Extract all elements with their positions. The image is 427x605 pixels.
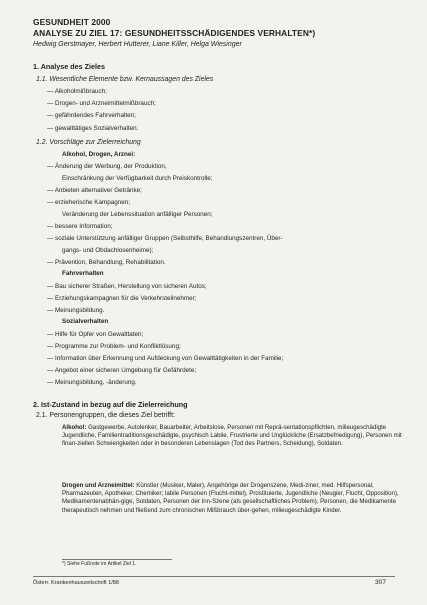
group-heading-driving: Fahrverhalten xyxy=(62,270,104,277)
list-item: — Prävention, Behandlung, Rehabilitation. xyxy=(47,259,166,266)
list-item: — Bau sicherer Straßen, Herstellung von sicheren Autos; xyxy=(47,283,207,290)
list-item-text: Angebot einer sicheren Umgebung für Gefährdete; xyxy=(54,367,197,374)
section-1-1-label: 1.1. Wesentliche Elemente bzw. Kernaussagen des Zieles xyxy=(36,76,214,83)
list-item: — soziale Unterstützung anfälliger Gruppen (Selbsthilfe, Behandlungszentren, Über- xyxy=(47,235,283,242)
list-item: — gefährdendes Fahrverhalten; xyxy=(47,112,136,119)
list-item: — Anbieten alternativer Getränke; xyxy=(47,187,142,194)
paragraph-lead: Alkohol: xyxy=(62,424,87,431)
list-item: — erzieherische Kampagnen; xyxy=(47,199,130,206)
list-item-text: Änderung der Werbung, der Produktion, xyxy=(55,163,167,170)
list-item-text: Prävention, Behandlung, Rehabilitation. xyxy=(55,259,166,266)
section-2-heading: 2. Ist-Zustand in bezug auf die Zielerreichung xyxy=(33,400,188,409)
paragraph-text: Künstler (Musiker, Maler), Angehörige der Drogenszene, Medi-ziner, med. Hilfspersonal, Pharmazeuten, Apotheker, Chemiker; labile Personen (Flucht-mittel), Prostituierte, Jugendliche (Neugier, Flucht, Opposition), Medikamentenabhän-gige, Soldaten, Personen der Inn-Szene (als gesellschaftliches Problem), Personen, die Medikamente therapeutisch nehmen und fließend zum chronischen Mißbrauch über-gehen, milieugeschädigte Kinder. xyxy=(62,482,399,514)
list-item-continuation: Veränderung der Lebenssituation anfälliger Personen; xyxy=(62,211,213,218)
list-item-text: Erziehungskampagnen für die Verkehrsteilnehmer; xyxy=(55,295,197,302)
list-item-text: gewalttätiges Sozialverhalten. xyxy=(55,125,139,132)
list-item-text: erzieherische Kampagnen; xyxy=(55,199,130,206)
list-item: — bessere Information; xyxy=(47,223,113,230)
section-1-2-heading xyxy=(36,139,141,146)
footnote: *) Siehe Fußnote im Artikel Ziel 1. xyxy=(62,561,137,567)
list-item-text: Anbieten alternativer Getränke; xyxy=(54,187,142,194)
list-item: — Alkoholmißbrauch; xyxy=(47,88,107,95)
section-2-1-heading: 2.1. Personengruppen, die dieses Ziel betrifft: xyxy=(36,412,175,419)
list-item-text: Information über Erkennung und Aufdeckung von Gewalttätigkeiten in der Familie; xyxy=(55,355,284,362)
list-item: — Information über Erkennung und Aufdeckung von Gewalttätigkeiten in der Familie; xyxy=(47,355,284,362)
paragraph-lead: Drogen und Arzneimittel: xyxy=(62,482,135,489)
paragraph-text: Gastgewerbe, Autolenker, Bauarbeiter, Arbeitslose, Personen mit Reprä-sentationspflichten, milieugeschädigte Jugendliche, Familientraditionsgeschädigte, psychisch Labile, Frustrierte und Unglückliche (Ersatzbefriedigung), Personen mit finan-ziellen Schwierigkeiten oder in besonderen Lebenslagen (Tod des Partners, Scheidung), Soldaten. xyxy=(62,424,402,448)
section-1-1-heading xyxy=(36,76,213,83)
list-item: — Änderung der Werbung, der Produktion, xyxy=(47,163,167,170)
list-item-continuation: gangs- und Obdachlosenheime); xyxy=(62,247,154,254)
journal-name: Österr. Krankenhauszeitschrift 1/88 xyxy=(33,580,119,586)
list-item: — Programme zur Problem- und Konfliktlösung; xyxy=(47,343,181,350)
footnote-rule xyxy=(62,559,172,560)
list-item-text: Meinungsbildung. xyxy=(55,307,105,314)
list-item: — Erziehungskampagnen für die Verkehrsteilnehmer; xyxy=(47,295,197,302)
group-heading-alcohol: Alkohol, Drogen, Arznei: xyxy=(62,151,136,158)
paragraph-alcohol xyxy=(62,424,404,449)
list-item: — Angebot einer sicheren Umgebung für Gefährdete; xyxy=(47,367,197,374)
list-item-text: bessere Information; xyxy=(55,223,113,230)
list-item: — Drogen- und Arzneimittelmißbrauch; xyxy=(47,100,156,107)
list-item-text: Drogen- und Arzneimittelmißbrauch; xyxy=(55,100,156,107)
group-heading-social: Sozialverhalten xyxy=(62,318,109,325)
list-item-text: Alkoholmißbrauch; xyxy=(54,88,107,95)
list-item-text: Bau sicherer Straßen, Herstellung von sicheren Autos; xyxy=(55,283,207,290)
list-item-text: Programme zur Problem- und Konfliktlösung; xyxy=(55,343,181,350)
paragraph-drugs xyxy=(62,482,404,515)
list-item: — Hilfe für Opfer von Gewalttaten; xyxy=(47,331,144,338)
document-subtitle: ANALYSE ZU ZIEL 17: GESUNDHEITSSCHÄDIGENDES VERHALTEN*) xyxy=(33,28,316,38)
list-item-text: Hilfe für Opfer von Gewalttaten; xyxy=(55,331,144,338)
list-item-text: gefährdendes Fahrverhalten; xyxy=(55,112,136,119)
footer-rule xyxy=(33,576,395,577)
section-1-2-label: 1.2. Vorschläge zur Zielerreichung xyxy=(36,139,141,146)
list-item-continuation: Einschränkung der Verfügbarkeit durch Preiskontrolle; xyxy=(62,175,213,182)
section-1-heading: 1. Analyse des Zieles xyxy=(33,62,106,71)
list-item-text: Meinungsbildung, -änderung. xyxy=(55,379,137,386)
page-number: 307 xyxy=(375,579,387,586)
document-title: GESUNDHEIT 2000 xyxy=(33,17,111,27)
list-item: — Meinungsbildung, -änderung. xyxy=(47,379,137,386)
authors-line: Hedwig Gerstmayer, Herbert Hutterer, Liane Killer, Helga Wiesinger xyxy=(33,41,242,48)
list-item-text: soziale Unterstützung anfälliger Gruppen (Selbsthilfe, Behandlungszentren, Über- xyxy=(55,235,283,242)
list-item: — gewalttätiges Sozialverhalten. xyxy=(47,125,139,132)
list-item: — Meinungsbildung. xyxy=(47,307,105,314)
